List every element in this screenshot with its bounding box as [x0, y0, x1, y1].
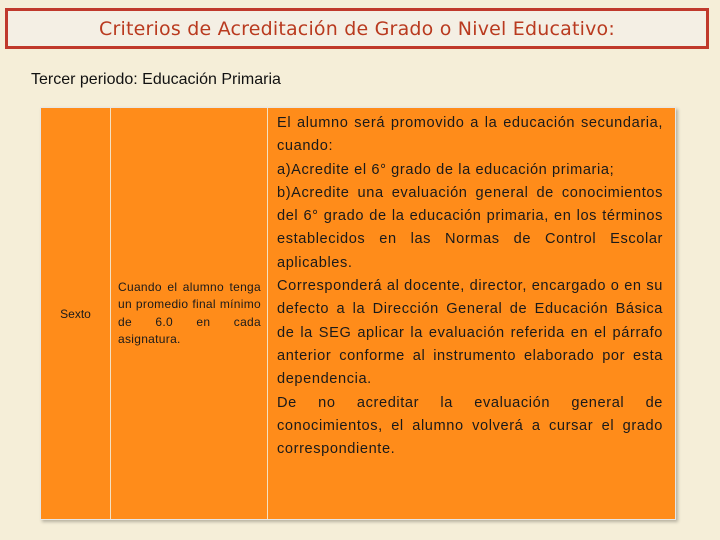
description-paragraph: a)Acredite el 6° grado de la educación primaria; — [277, 161, 615, 178]
grade-cell — [41, 108, 111, 519]
section-subtitle: Tercer periodo: Educación Primaria — [31, 71, 281, 88]
description-paragraph: El alumno será promovido a la educación secundaria, cuando: — [277, 115, 663, 155]
condition-cell — [111, 108, 268, 519]
page-title: Criterios de Acreditación de Grado o Nivel Educativo: — [99, 17, 615, 40]
criteria-table — [40, 107, 676, 520]
description-paragraph: De no acreditar la evaluación general de conocimientos, el alumno volverá a cursar el grado correspondiente. — [277, 394, 663, 458]
description-paragraph: b)Acredite una evaluación general de conocimientos del 6° grado de la educación primaria, en los términos establecidos en las Normas de Control Escolar aplicables. — [277, 184, 663, 271]
condition-text: Cuando el alumno tenga un promedio final mínimo de 6.0 en cada asignatura. — [118, 279, 261, 346]
title-banner — [5, 8, 709, 49]
description-paragraph: Corresponderá al docente, director, encargado o en su defecto a la Dirección General de Educación Básica de la SEG aplicar la evaluación referida en el párrafo anterior conforme al instrumento elaborado por esta dependencia. — [277, 278, 663, 388]
grade-label: Sexto — [60, 306, 91, 321]
description-cell — [268, 108, 675, 519]
